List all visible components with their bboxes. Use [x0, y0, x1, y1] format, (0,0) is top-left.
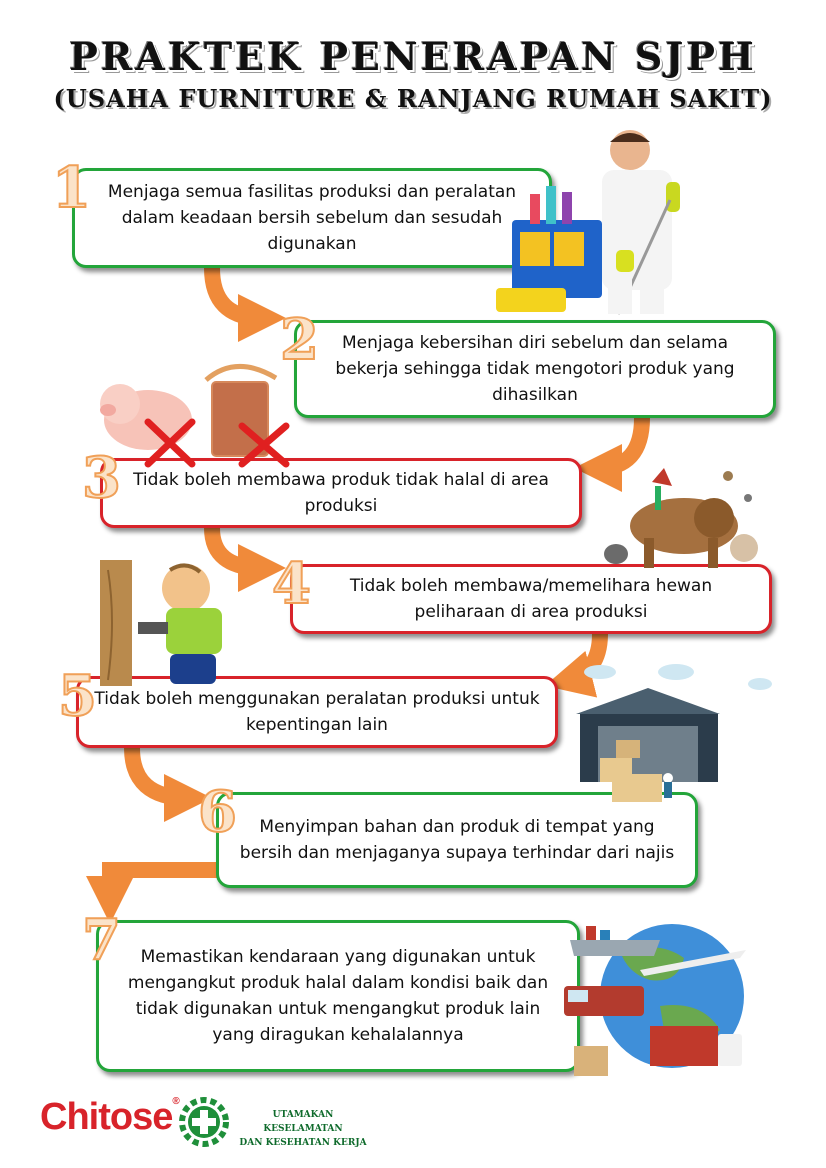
step-4-box [290, 564, 772, 634]
step-7-text: Memastikan kendaraan yang digunakan untuk mengangkut produk halal dalam kondisi baik dan tidak digunakan untuk mengangkut produk lain yang diragukan kehalalannya [127, 947, 549, 1045]
step-1-box [72, 168, 552, 268]
page-subtitle: (USAHA FURNITURE & RANJANG RUMAH SAKIT) [53, 84, 773, 113]
step-3-text: Tidak boleh membawa produk tidak halal di area produksi [133, 470, 549, 516]
safety-cross-icon [178, 1096, 230, 1148]
slogan-line-1: UTAMAKAN KESELAMATAN [263, 1110, 343, 1134]
step-2-text: Menjaga kebersihan diri sebelum dan selama bekerja sehingga tidak mengotori produk yang dihasilkan [335, 333, 735, 405]
arrow-6-7 [110, 870, 216, 900]
step-6-number: 6 [198, 779, 237, 845]
step-2-box [294, 320, 776, 418]
no-pig-no-alcohol-illustration [96, 360, 296, 470]
step-7-number: 7 [82, 907, 121, 973]
arrow-1-2 [212, 268, 262, 318]
brand-name: Chitose [40, 1096, 173, 1138]
step-2-number: 2 [280, 307, 319, 373]
step-6-text: Menyimpan bahan dan produk di tempat yang bersih dan menjaganya supaya terhindar dari najis [239, 817, 675, 863]
step-3-number: 3 [82, 445, 121, 511]
step-6-box [216, 792, 698, 888]
worker-drill-illustration [100, 560, 250, 688]
step-4-text: Tidak boleh membawa/memelihara hewan peliharaan di area produksi [349, 576, 713, 622]
warehouse-illustration [572, 662, 782, 804]
cleaning-worker-illustration [490, 120, 700, 316]
arrow-5-6 [132, 748, 188, 798]
slogan-line-2: DAN KESEHATAN KERJA [239, 1138, 367, 1148]
footer-slogan [238, 1108, 368, 1150]
arrow-2-3 [598, 418, 642, 468]
step-1-number: 1 [52, 155, 91, 221]
step-1-text: Menjaga semua fasilitas produksi dan peralatan dalam keadaan bersih sebelum dan sesudah digunakan [107, 182, 517, 254]
step-4-number: 4 [272, 551, 311, 617]
brand-logo [40, 1096, 179, 1139]
step-7-box [96, 920, 580, 1072]
registered-mark: ® [172, 1096, 179, 1107]
pets-illustration [588, 462, 768, 572]
step-5-text: Tidak boleh menggunakan peralatan produksi untuk kepentingan lain [94, 689, 540, 735]
page-title: PRAKTEK PENERAPAN SJPH [69, 34, 757, 79]
step-5-number: 5 [58, 663, 97, 729]
transport-globe-illustration [560, 910, 750, 1080]
